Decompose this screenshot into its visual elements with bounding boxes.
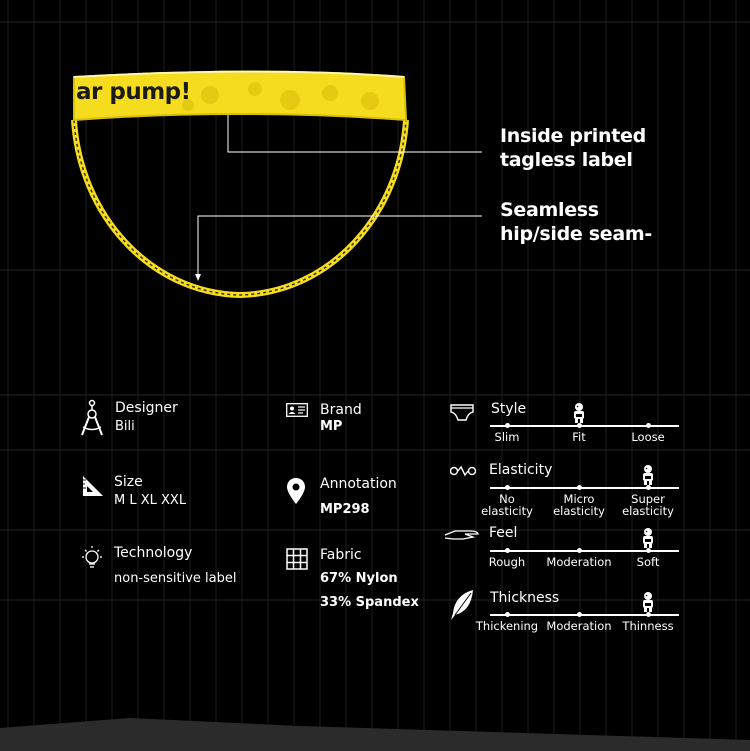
compass-icon: [80, 399, 104, 437]
location-pin-icon: [286, 477, 306, 505]
scale-dot: [505, 423, 510, 428]
scale-tick-label: Rough: [488, 555, 526, 569]
fabric-value-spandex: 33% Spandex: [320, 595, 419, 610]
designer-label: Designer: [115, 400, 178, 416]
scale-dot: [505, 612, 510, 617]
callout-seam: Seamless hip/side seam-: [500, 199, 653, 245]
callout-label: Inside printed tagless label: [500, 125, 646, 171]
scale-tick-label: Soft: [636, 555, 660, 569]
bottom-band: [0, 718, 750, 751]
waistband-text: ar pump!: [76, 79, 191, 105]
fabric-grid-icon: [286, 548, 308, 570]
brand-value: MP: [320, 419, 343, 434]
brand-label: Brand: [320, 402, 362, 418]
scale-tick-label: No elasticity: [481, 492, 533, 518]
annotation-value: MP298: [320, 502, 370, 517]
scale-tick-label: Thinness: [622, 619, 674, 633]
scale-title-feel: Feel: [489, 525, 518, 541]
scale-dot: [577, 485, 582, 490]
scale-dot: [505, 485, 510, 490]
stretch-icon: [450, 464, 476, 478]
set-square-icon: [81, 474, 105, 498]
scale-tick-label: Slim: [494, 430, 520, 444]
scale-dot: [577, 612, 582, 617]
scale-tick-label: Thickening: [475, 619, 539, 633]
scale-dot: [505, 548, 510, 553]
fabric-label: Fabric: [320, 547, 362, 563]
scale-track: [490, 550, 679, 552]
size-label: Size: [114, 474, 143, 490]
mascot-marker-icon: [640, 464, 656, 486]
scale-track: [490, 487, 679, 489]
lightbulb-icon: [81, 545, 103, 571]
scale-title-style: Style: [491, 401, 527, 417]
mascot-marker-icon: [571, 402, 587, 424]
scale-title-thickness: Thickness: [490, 590, 560, 606]
mascot-marker-icon: [640, 591, 656, 613]
scale-tick-label: Fit: [572, 430, 586, 444]
underwear-icon: [450, 403, 474, 421]
scale-tick-label: Moderation: [546, 555, 612, 569]
scale-track: [490, 425, 679, 427]
id-card-icon: [286, 403, 308, 417]
technology-label: Technology: [114, 545, 193, 561]
fabric-value-nylon: 67% Nylon: [320, 571, 398, 586]
hand-icon: [443, 526, 481, 544]
technology-value: non-sensitive label: [114, 571, 237, 586]
scale-tick-label: Super elasticity: [622, 492, 674, 518]
scale-tick-label: Micro elasticity: [553, 492, 605, 518]
scale-title-elasticity: Elasticity: [489, 462, 553, 478]
feather-icon: [449, 589, 475, 621]
scale-dot: [577, 548, 582, 553]
scale-track: [490, 614, 679, 616]
scale-dot: [646, 423, 651, 428]
mascot-marker-icon: [640, 527, 656, 549]
size-value: M L XL XXL: [114, 493, 187, 508]
scale-tick-label: Loose: [631, 430, 665, 444]
annotation-label: Annotation: [320, 476, 397, 492]
scale-tick-label: Moderation: [546, 619, 612, 633]
designer-value: Bili: [115, 419, 135, 434]
